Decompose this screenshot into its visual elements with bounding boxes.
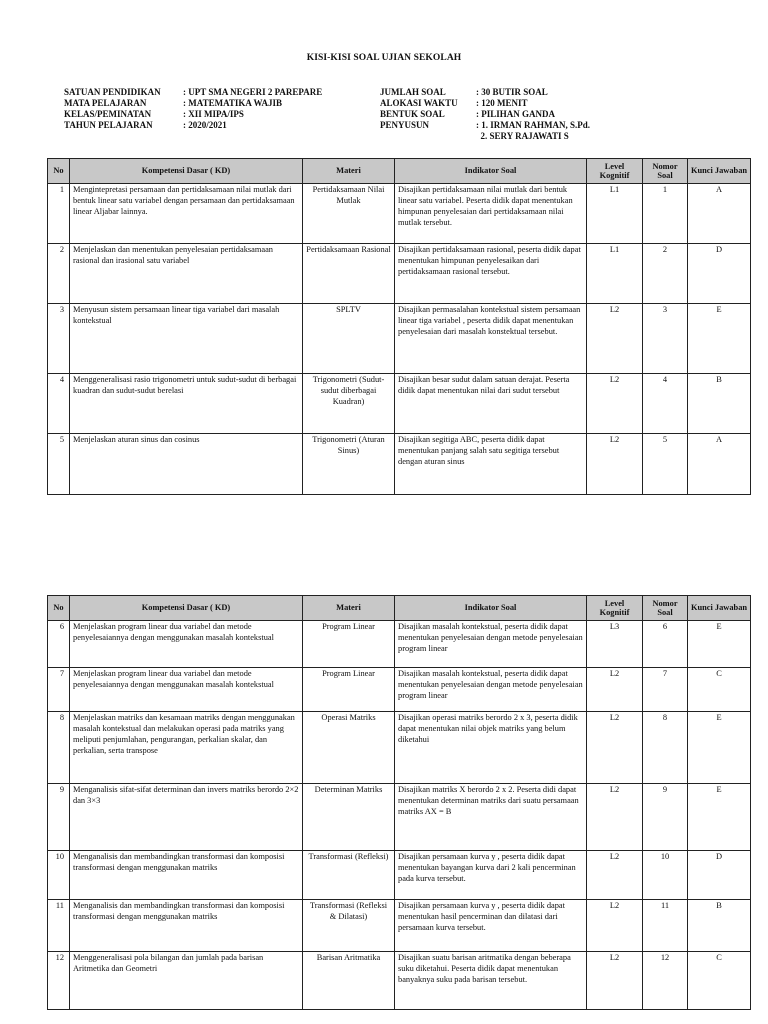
meta-label: SATUAN PENDIDIKAN (64, 87, 161, 97)
table-row (48, 434, 751, 495)
cell-kd: Menjelaskan program linear dua variabel dan metode penyelesaiannya dengan menggunakan masalah kontekstual (70, 668, 303, 712)
cell-materi: Pertidaksamaan Rasional (303, 244, 395, 304)
table-row (48, 712, 751, 784)
cell-kunci: E (688, 712, 751, 784)
cell-level: L3 (587, 621, 643, 668)
header-nomor: Nomor Soal (643, 596, 688, 621)
cell-materi: Program Linear (303, 621, 395, 668)
meta-label: JUMLAH SOAL (380, 87, 446, 97)
cell-level: L2 (587, 952, 643, 1010)
cell-no: 11 (48, 900, 70, 952)
meta-row (64, 98, 322, 109)
cell-level: L2 (587, 374, 643, 434)
header-no: No (48, 159, 70, 184)
meta-label: MATA PELAJARAN (64, 98, 147, 108)
cell-level: L2 (587, 668, 643, 712)
meta-row (380, 109, 590, 120)
header-materi: Materi (303, 596, 395, 621)
table-row (48, 900, 751, 952)
cell-indikator: Disajikan pertidaksamaan rasional, peserta didik dapat menentukan himpunan penyelesaikan dari pertidaksamaan rasional tersebut. (395, 244, 587, 304)
cell-indikator: Disajikan pertidaksamaan nilai mutlak dari bentuk linear satu variabel. Peserta didik dapat menentukan himpunan penyelesaian dari pertidaksamaan nilai mutlak tersebut. (395, 184, 587, 244)
header-kd: Kompetensi Dasar ( KD) (70, 596, 303, 621)
cell-indikator: Disajikan persamaan kurva y , peserta didik dapat menentukan bayangan kurva dari 2 kali pencerminan pada kurva tersebut. (395, 851, 587, 900)
cell-indikator: Disajikan segitiga ABC, peserta didik dapat menentukan panjang salah satu segitiga tersebut dengan aturan sinus (395, 434, 587, 495)
cell-materi: Trigonometri (Sudut-sudut diberbagai Kuadran) (303, 374, 395, 434)
cell-nomor: 3 (643, 304, 688, 374)
header-level: Level Kognitif (587, 596, 643, 621)
cell-level: L2 (587, 851, 643, 900)
meta-value: : 30 BUTIR SOAL (476, 87, 548, 97)
meta-label: BENTUK SOAL (380, 109, 445, 119)
meta-value: : 1. IRMAN RAHMAN, S.Pd. (476, 120, 590, 130)
cell-materi: Barisan Aritmatika (303, 952, 395, 1010)
cell-nomor: 5 (643, 434, 688, 495)
cell-no: 4 (48, 374, 70, 434)
meta-row (380, 87, 590, 98)
header-kd: Kompetensi Dasar ( KD) (70, 159, 303, 184)
cell-kd: Menggeneralisasi pola bilangan dan jumlah pada barisan Aritmetika dan Geometri (70, 952, 303, 1010)
cell-no: 12 (48, 952, 70, 1010)
cell-nomor: 1 (643, 184, 688, 244)
meta-value: : XII MIPA/IPS (183, 109, 244, 119)
cell-indikator: Disajikan persamaan kurva y , peserta didik dapat menentukan hasil pencerminan dan dilatasi dari persamaan kurva tersebut. (395, 900, 587, 952)
cell-nomor: 8 (643, 712, 688, 784)
header-kunci: Kunci Jawaban (688, 159, 751, 184)
cell-kd: Menganalisis dan membandingkan transformasi dan komposisi transformasi dengan menggunakan matriks (70, 851, 303, 900)
meta-value: : 120 MENIT (476, 98, 528, 108)
header-indikator: Indikator Soal (395, 596, 587, 621)
table-row (48, 184, 751, 244)
cell-level: L2 (587, 304, 643, 374)
cell-kunci: C (688, 668, 751, 712)
cell-kunci: E (688, 304, 751, 374)
meta-right (380, 87, 590, 142)
meta-left (64, 87, 322, 131)
cell-no: 1 (48, 184, 70, 244)
table-row (48, 668, 751, 712)
cell-kd: Menganalisis dan membandingkan transformasi dan komposisi transformasi dengan menggunakan matriks (70, 900, 303, 952)
cell-level: L2 (587, 784, 643, 851)
cell-kunci: A (688, 434, 751, 495)
cell-no: 7 (48, 668, 70, 712)
table-header-row (48, 596, 751, 621)
header-indikator: Indikator Soal (395, 159, 587, 184)
cell-kunci: D (688, 851, 751, 900)
table-row (48, 851, 751, 900)
meta-row (380, 131, 590, 142)
header-nomor: Nomor Soal (643, 159, 688, 184)
meta-value: : UPT SMA NEGERI 2 PAREPARE (183, 87, 323, 97)
meta-label: KELAS/PEMINATAN (64, 109, 152, 119)
cell-indikator: Disajikan masalah kontekstual, peserta didik dapat menentukan penyelesaian dengan metode penyelesaian program linear (395, 668, 587, 712)
meta-value: 2. SERY RAJAWATI S (476, 131, 569, 141)
meta-label: ALOKASI WAKTU (380, 98, 458, 108)
cell-materi: Transformasi (Refleksi) (303, 851, 395, 900)
table-1-body (48, 184, 751, 495)
cell-kd: Menjelaskan matriks dan kesamaan matriks dengan menggunakan masalah kontekstual dan melakukan operasi pada matriks yang meliputi penjumlahan, pengurangan, perkalian skalar, dan perkalian, serta transpose (70, 712, 303, 784)
cell-level: L1 (587, 244, 643, 304)
cell-no: 2 (48, 244, 70, 304)
cell-no: 3 (48, 304, 70, 374)
table-row (48, 374, 751, 434)
cell-level: L2 (587, 434, 643, 495)
cell-kd: Menganalisis sifat-sifat determinan dan invers matriks berordo 2×2 dan 3×3 (70, 784, 303, 851)
table-row (48, 952, 751, 1010)
cell-materi: Program Linear (303, 668, 395, 712)
cell-materi: Operasi Matriks (303, 712, 395, 784)
header-materi: Materi (303, 159, 395, 184)
header-no: No (48, 596, 70, 621)
header-level: Level Kognitif (587, 159, 643, 184)
document-title: KISI-KISI SOAL UJIAN SEKOLAH (306, 53, 462, 63)
cell-nomor: 10 (643, 851, 688, 900)
cell-indikator: Disajikan suatu barisan aritmatika dengan beberapa suku diketahui. Peserta didik dapat menentukan banyaknya suku pada barisan tersebut. (395, 952, 587, 1010)
cell-kd: Mengintepretasi persamaan dan pertidaksamaan nilai mutlak dari bentuk linear satu variabel dengan persamaan dan pertidaksamaan linear Aljabar lainnya. (70, 184, 303, 244)
table-row (48, 304, 751, 374)
cell-nomor: 2 (643, 244, 688, 304)
table-row (48, 784, 751, 851)
cell-kd: Menyusun sistem persamaan linear tiga variabel dari masalah kontekstual (70, 304, 303, 374)
cell-no: 8 (48, 712, 70, 784)
cell-level: L1 (587, 184, 643, 244)
cell-kunci: C (688, 952, 751, 1010)
cell-nomor: 9 (643, 784, 688, 851)
cell-indikator: Disajikan permasalahan kontekstual sistem persamaan linear tiga variabel , peserta didik dapat menentukan penyelesaian dari masalah konstektual tersebut. (395, 304, 587, 374)
cell-no: 9 (48, 784, 70, 851)
cell-kunci: E (688, 621, 751, 668)
cell-indikator: Disajikan matriks X berordo 2 x 2. Peserta didi dapat menentukan determinan matriks dari suatu persamaan matriks AX = B (395, 784, 587, 851)
table-2-body (48, 621, 751, 1010)
header-kunci: Kunci Jawaban (688, 596, 751, 621)
meta-label: TAHUN PELAJARAN (64, 120, 153, 130)
cell-kd: Menjelaskan dan menentukan penyelesaian pertidaksamaan rasional dan irasional satu variabel (70, 244, 303, 304)
kisi-table-2 (47, 595, 751, 1010)
cell-nomor: 6 (643, 621, 688, 668)
cell-kunci: B (688, 900, 751, 952)
table-row (48, 244, 751, 304)
cell-kd: Menggeneralisasi rasio trigonometri untuk sudut-sudut di berbagai kuadran dan sudut-sudut berelasi (70, 374, 303, 434)
kisi-table-1 (47, 158, 751, 495)
meta-row (64, 120, 322, 131)
meta-value: : MATEMATIKA WAJIB (183, 98, 283, 108)
meta-value: : 2020/2021 (183, 120, 227, 130)
cell-materi: Determinan Matriks (303, 784, 395, 851)
cell-kunci: A (688, 184, 751, 244)
cell-nomor: 4 (643, 374, 688, 434)
meta-row (380, 120, 590, 131)
cell-indikator: Disajikan operasi matriks berordo 2 x 3, peserta didik dapat menentukan nilai objek matriks yang belum diketahui (395, 712, 587, 784)
cell-materi: SPLTV (303, 304, 395, 374)
meta-label: PENYUSUN (380, 120, 430, 130)
cell-level: L2 (587, 712, 643, 784)
meta-value: : PILIHAN GANDA (476, 109, 556, 119)
meta-label (380, 131, 476, 142)
table-header-row (48, 159, 751, 184)
cell-nomor: 7 (643, 668, 688, 712)
cell-nomor: 11 (643, 900, 688, 952)
cell-no: 5 (48, 434, 70, 495)
cell-level: L2 (587, 900, 643, 952)
meta-row (380, 98, 590, 109)
meta-row (64, 87, 322, 98)
cell-no: 10 (48, 851, 70, 900)
cell-indikator: Disajikan besar sudut dalam satuan derajat. Peserta didik dapat menentukan nilai dari sudut tersebut (395, 374, 587, 434)
cell-indikator: Disajikan masalah kontekstual, peserta didik dapat menentukan penyelesaian dengan metode penyelesaian program linear (395, 621, 587, 668)
cell-kd: Menjelaskan aturan sinus dan cosinus (70, 434, 303, 495)
table-row (48, 621, 751, 668)
cell-materi: Pertidaksamaan Nilai Mutlak (303, 184, 395, 244)
cell-materi: Transformasi (Refleksi & Dilatasi) (303, 900, 395, 952)
cell-kunci: E (688, 784, 751, 851)
cell-materi: Trigonometri (Aturan Sinus) (303, 434, 395, 495)
cell-kunci: D (688, 244, 751, 304)
cell-no: 6 (48, 621, 70, 668)
meta-row (64, 109, 322, 120)
cell-nomor: 12 (643, 952, 688, 1010)
cell-kunci: B (688, 374, 751, 434)
cell-kd: Menjelaskan program linear dua variabel dan metode penyelesaiannya dengan menggunakan masalah kontekstual (70, 621, 303, 668)
